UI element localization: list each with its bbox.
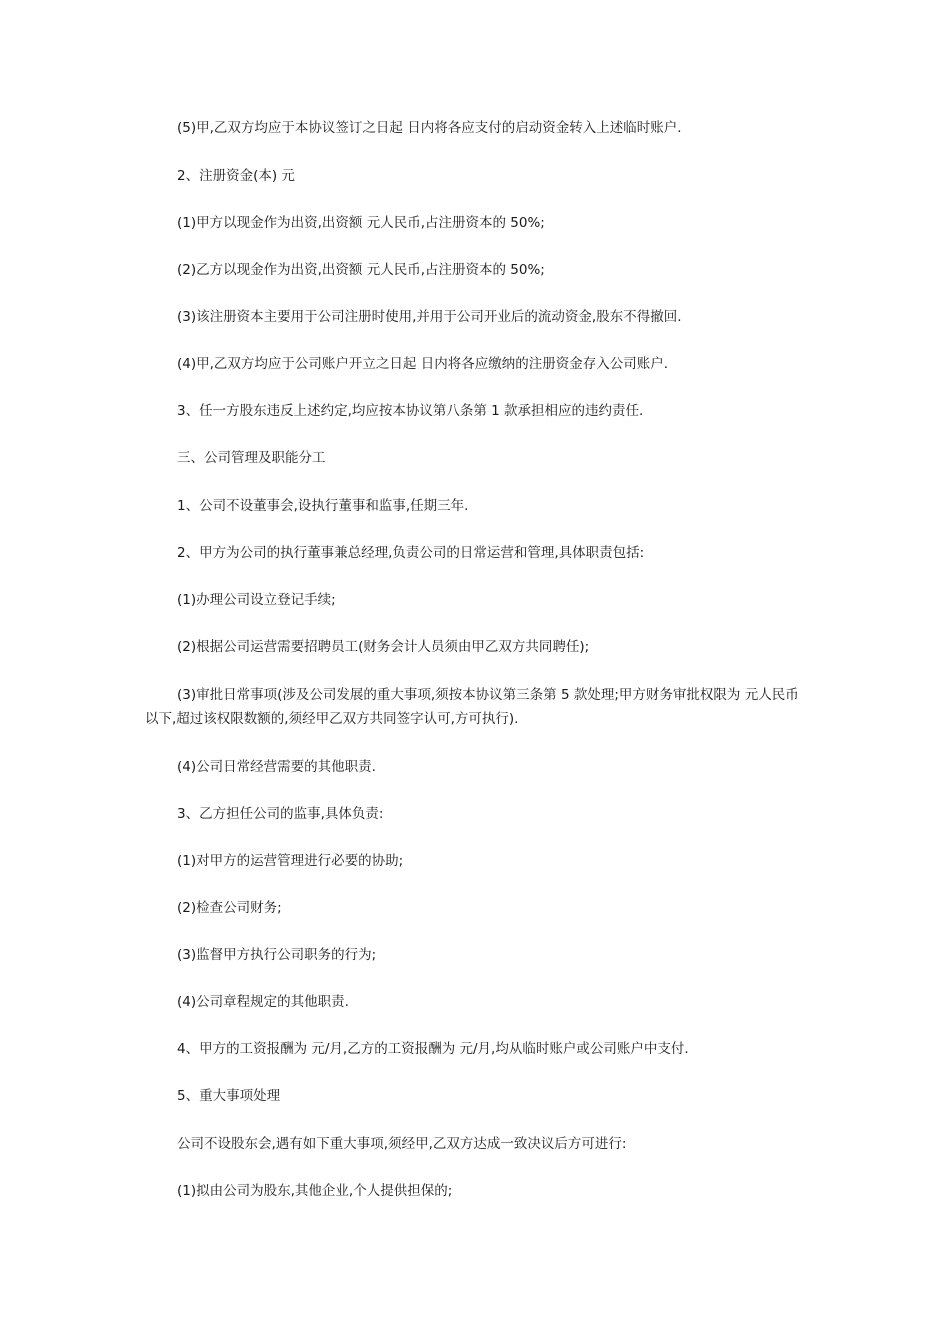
paragraph-capital-deposit: (4)甲,乙双方均应于公司账户开立之日起 日内将各应缴纳的注册资金存入公司账户. [177,356,668,372]
paragraph-charter-duties: (4)公司章程规定的其他职责. [177,994,349,1010]
paragraph-guarantee: (1)拟由公司为股东,其他企业,个人提供担保的; [177,1183,453,1199]
paragraph-assist-operations: (1)对甲方的运营管理进行必要的协助; [177,853,404,869]
paragraph-5-startup-funds: (5)甲,乙双方均应于本协议签订之日起 日内将各应支付的启动资金转入上述临时账户. [177,120,682,136]
paragraph-recruitment: (2)根据公司运营需要招聘员工(财务会计人员须由甲乙双方共同聘任); [177,639,590,655]
paragraph-no-board: 1、公司不设董事会,设执行董事和监事,任期三年. [177,498,469,514]
paragraph-capital-usage: (3)该注册资本主要用于公司注册时使用,并用于公司开业后的流动资金,股东不得撤回. [177,309,682,325]
paragraph-breach-liability: 3、任一方股东违反上述约定,均应按本协议第八条第 1 款承担相应的违约责任. [177,403,644,419]
paragraph-party-b-contribution: (2)乙方以现金作为出资,出资额 元人民币,占注册资本的 50%; [177,262,545,278]
paragraph-check-finance: (2)检查公司财务; [177,900,282,916]
section-heading-management: 三、公司管理及职能分工 [177,450,326,466]
paragraph-registration: (1)办理公司设立登记手续; [177,592,336,608]
paragraph-major-matters-intro: 公司不设股东会,遇有如下重大事项,须经甲,乙双方达成一致决议后方可进行: [177,1136,627,1152]
paragraph-approval-authority: (3)审批日常事项(涉及公司发展的重大事项,须按本协议第三条第 5 款处理;甲方财务审批权限为 元人民币以下,超过该权限数额的,须经甲乙双方共同签字认可,方可执行). [145,687,799,727]
paragraph-executive-director: 2、甲方为公司的执行董事兼总经理,负责公司的日常运营和管理,具体职责包括: [177,545,645,561]
paragraph-supervisor: 3、乙方担任公司的监事,具体负责: [177,806,384,822]
paragraph-supervise-conduct: (3)监督甲方执行公司职务的行为; [177,947,377,963]
paragraph-major-matters-heading: 5、重大事项处理 [177,1088,281,1104]
paragraph-salary: 4、甲方的工资报酬为 元/月,乙方的工资报酬为 元/月,均从临时账户或公司账户中支付. [177,1041,689,1057]
paragraph-party-a-contribution: (1)甲方以现金作为出资,出资额 元人民币,占注册资本的 50%; [177,215,545,231]
paragraph-other-duties: (4)公司日常经营需要的其他职责. [177,759,376,775]
paragraph-registered-capital: 2、注册资金(本) 元 [177,168,295,184]
